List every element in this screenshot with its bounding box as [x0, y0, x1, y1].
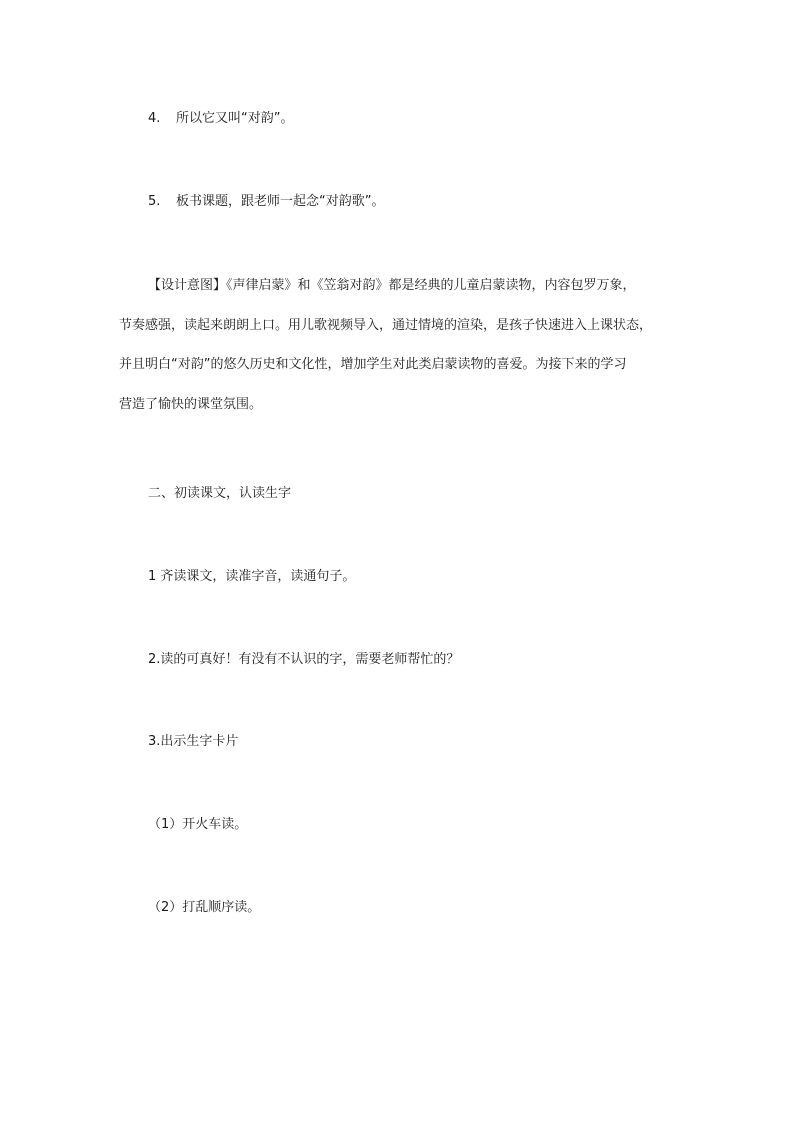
list-number: 4. [148, 111, 161, 126]
list-item-5 [148, 193, 384, 211]
sub-step-item: （1）开火车读。 [148, 817, 248, 832]
list-text: 板书课题，跟老师一起念“对韵歌”。 [176, 194, 385, 209]
step-item: 2.读的可真好！有没有不认识的字，需要老师帮忙的？ [148, 652, 460, 667]
step-item: 1 齐读课文，读准字音，读通句子。 [148, 569, 356, 584]
paragraph-line: 【设计意图】《声律启蒙》和《笠翁对韵》都是经典的儿童启蒙读物，内容包罗万象， [148, 278, 636, 293]
list-item-4 [148, 110, 293, 128]
step-item: 3.出示生字卡片 [148, 734, 239, 749]
section-heading: 二、初读课文，认读生字 [148, 486, 292, 501]
paragraph-line: 节奏感强，读起来朗朗上口。用儿歌视频导入，通过情境的渲染，是孩子快速进入上课状态， [119, 317, 653, 333]
paragraph-line: 营造了愉快的课堂氛围。 [119, 396, 263, 412]
list-text: 所以它又叫“对韵”。 [176, 111, 294, 126]
design-intent-paragraph [119, 277, 689, 414]
paragraph-line: 并且明白“对韵”的悠久历史和文化性，增加学生对此类启蒙读物的喜爱。为接下来的学习 [119, 357, 627, 372]
sub-step-item: （2）打乱顺序读。 [148, 900, 261, 915]
list-number: 5. [148, 194, 161, 209]
